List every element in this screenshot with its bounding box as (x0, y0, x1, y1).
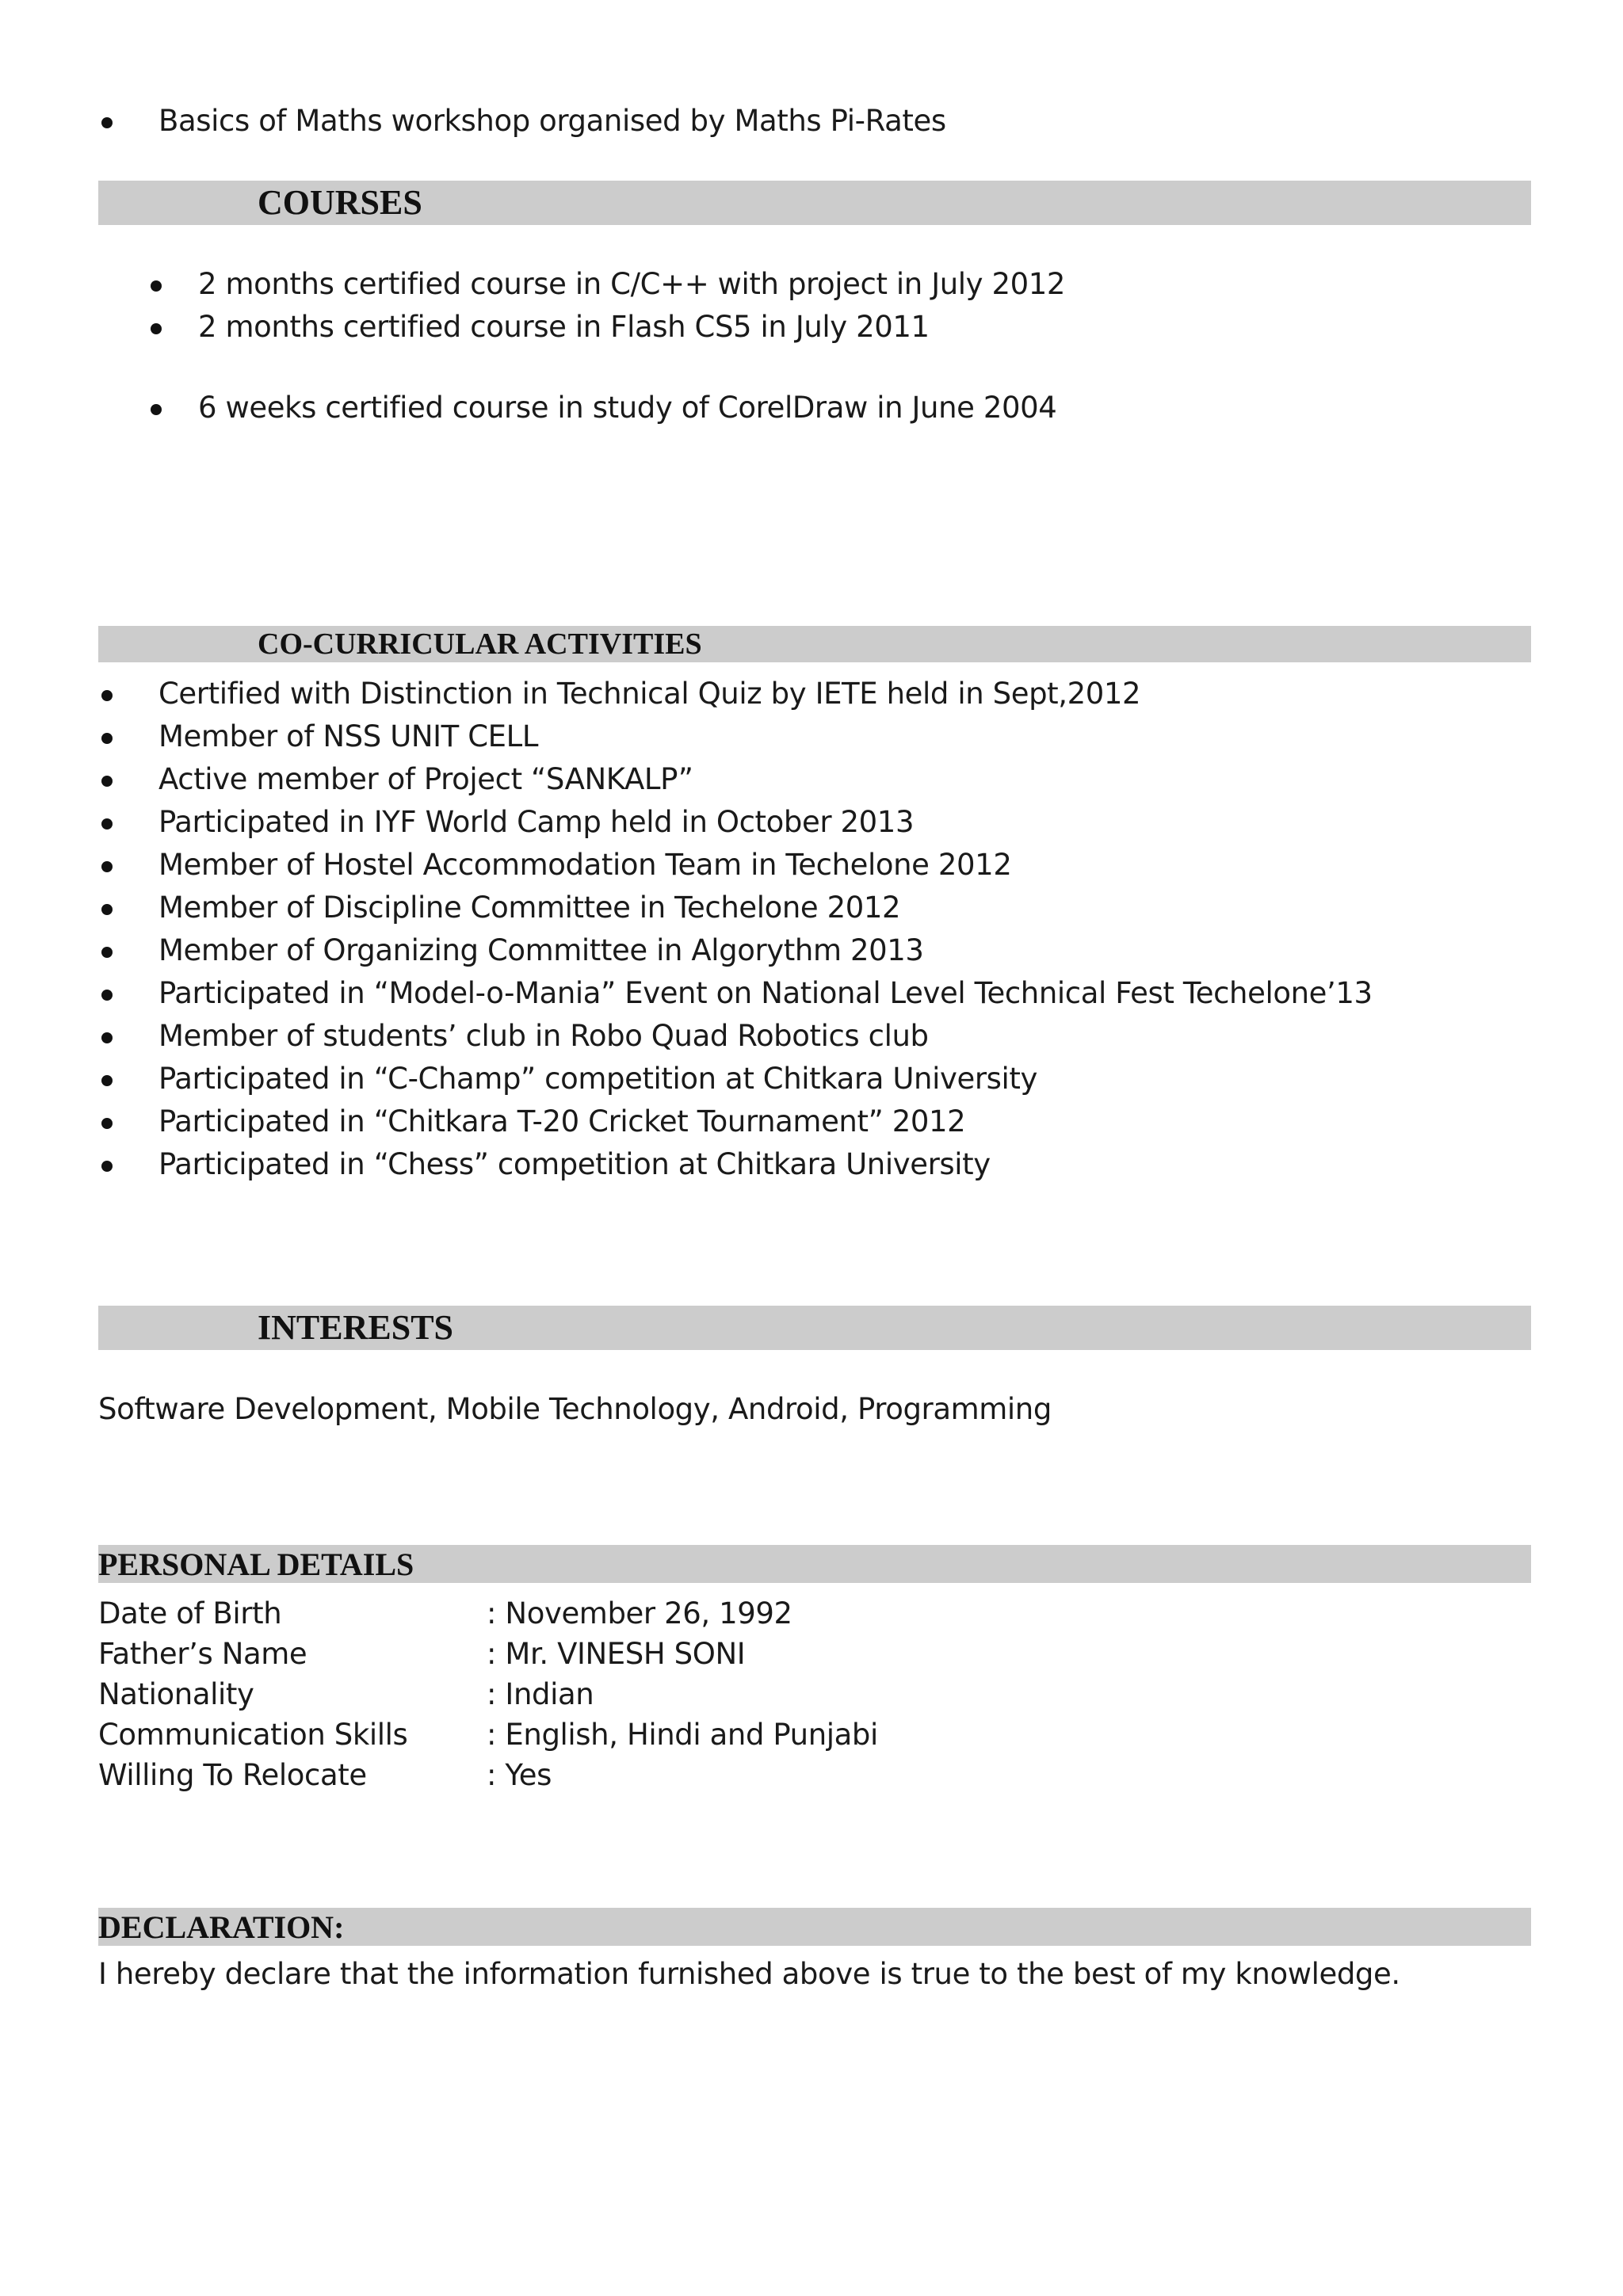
list-item-text: Basics of Maths workshop organised by Maths Pi-Rates (158, 104, 946, 138)
detail-label: Willing To Relocate (98, 1758, 367, 1792)
bullet-icon (101, 733, 113, 744)
section-heading-interests: INTERESTS (258, 1308, 454, 1347)
detail-value: : English, Hindi and Punjabi (487, 1718, 878, 1752)
list-item-text: 2 months certified course in C/C++ with project in July 2012 (198, 267, 1066, 301)
bullet-icon (101, 117, 113, 128)
bullet-icon (101, 1075, 113, 1086)
list-item-text: Member of NSS UNIT CELL (158, 719, 539, 753)
list-item-text: 2 months certified course in Flash CS5 in July 2011 (198, 310, 930, 344)
section-heading-cocurricular: CO-CURRICULAR ACTIVITIES (258, 627, 702, 661)
interests-text: Software Development, Mobile Technology, Android, Programming (98, 1392, 1052, 1426)
list-item-text: Member of Hostel Accommodation Team in Techelone 2012 (158, 848, 1012, 882)
list-item-text: Member of students’ club in Robo Quad Robotics club (158, 1019, 929, 1053)
list-item-text: 6 weeks certified course in study of CorelDraw in June 2004 (198, 391, 1057, 425)
bullet-icon (101, 1161, 113, 1172)
bullet-icon (101, 1032, 113, 1043)
bullet-icon (101, 904, 113, 915)
list-item-text: Participated in IYF World Camp held in October 2013 (158, 805, 915, 839)
declaration-text: I hereby declare that the information furnished above is true to the best of my knowledge. (98, 1957, 1400, 1991)
detail-label: Communication Skills (98, 1718, 408, 1752)
list-item-text: Participated in “Chitkara T-20 Cricket Tournament” 2012 (158, 1104, 966, 1138)
detail-value: : Indian (487, 1677, 594, 1711)
detail-label: Father’s Name (98, 1637, 307, 1671)
section-heading-courses: COURSES (258, 183, 422, 222)
list-item-text: Certified with Distinction in Technical Quiz by IETE held in Sept,2012 (158, 677, 1141, 711)
bullet-icon (101, 1118, 113, 1129)
bullet-icon (151, 280, 162, 292)
list-item-text: Participated in “C-Champ” competition at Chitkara University (158, 1062, 1038, 1096)
bullet-icon (101, 690, 113, 701)
detail-label: Nationality (98, 1677, 254, 1711)
detail-value: : Yes (487, 1758, 552, 1792)
detail-value: : November 26, 1992 (487, 1596, 792, 1630)
detail-label: Date of Birth (98, 1596, 282, 1630)
bullet-icon (101, 990, 113, 1001)
bullet-icon (101, 776, 113, 787)
bullet-icon (151, 404, 162, 415)
section-heading-personal: PERSONAL DETAILS (98, 1547, 414, 1582)
list-item-text: Active member of Project “SANKALP” (158, 762, 693, 796)
bullet-icon (101, 861, 113, 872)
list-item-text: Participated in “Model-o-Mania” Event on National Level Technical Fest Techelone’13 (158, 976, 1373, 1010)
bullet-icon (101, 947, 113, 958)
bullet-icon (151, 323, 162, 334)
list-item-text: Participated in “Chess” competition at Chitkara University (158, 1147, 991, 1181)
detail-value: : Mr. VINESH SONI (487, 1637, 746, 1671)
list-item-text: Member of Organizing Committee in Algorythm 2013 (158, 933, 924, 967)
bullet-icon (101, 818, 113, 830)
list-item-text: Member of Discipline Committee in Techelone 2012 (158, 891, 901, 925)
section-heading-declaration: DECLARATION: (98, 1909, 345, 1945)
